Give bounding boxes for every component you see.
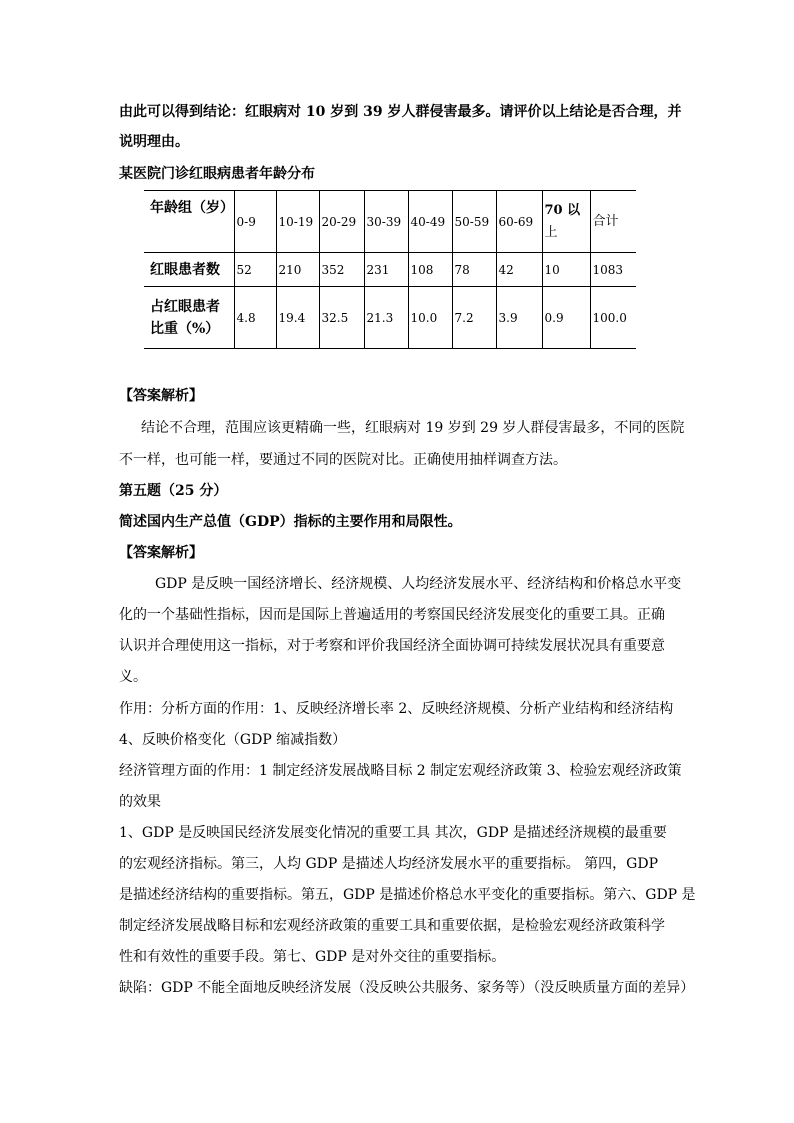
answer-text-line: 是描述经济结构的重要指标。第五，GDP 是描述价格总水平变化的重要指标。第六、GDP 是 [119, 887, 696, 903]
table-caption: 某医院门诊红眼病患者年龄分布 [119, 166, 315, 182]
age-group-cell: 40-49 [408, 191, 452, 253]
age-group-last-line2: 上 [544, 224, 558, 240]
answer-heading: 【答案解析】 [119, 545, 203, 561]
value-cell: 78 [452, 253, 496, 287]
value-cell: 100.0 [590, 287, 636, 349]
value-cell: 42 [496, 253, 542, 287]
question-text-line: 说明理由。 [119, 134, 189, 150]
age-group-cell: 20-29 [319, 191, 364, 253]
answer-text-line: 作用：分析方面的作用：1、反映经济增长率 2、反映经济规模、分析产业结构和经济结构 [119, 701, 674, 717]
age-group-cell: 0-9 [234, 191, 276, 253]
table-row [144, 287, 636, 349]
table-header-row [144, 191, 636, 253]
age-group-cell: 60-69 [496, 191, 542, 253]
answer-text-line: 的效果 [119, 794, 161, 810]
value-cell: 19.4 [276, 287, 319, 349]
value-cell: 1083 [590, 253, 636, 287]
value-cell: 21.3 [364, 287, 408, 349]
question-text-line: 由此可以得到结论：红眼病对 10 岁到 39 岁人群侵害最多。请评价以上结论是否合理，并 [119, 104, 682, 120]
value-cell: 32.5 [319, 287, 364, 349]
row-label-cell [144, 287, 234, 349]
answer-text-line: 4、反映价格变化（GDP 缩减指数） [119, 732, 347, 748]
answer-text-line: GDP 是反映一国经济增长、经济规模、人均经济发展水平、经济结构和价格总水平变 [155, 576, 682, 592]
value-cell: 10.0 [408, 287, 452, 349]
answer-text-line: 缺陷：GDP 不能全面地反映经济发展（没反映公共服务、家务等）（没反映质量方面的差异） [119, 980, 695, 996]
table-row [144, 253, 636, 287]
header-label-cell: 年龄组（岁） [144, 191, 234, 253]
value-cell: 0.9 [542, 287, 590, 349]
answer-text-line: 化的一个基础性指标，因而是国际上普遍适用的考察国民经济发展变化的重要工具。正确 [119, 607, 665, 623]
age-group-cell [542, 191, 590, 253]
answer-text-line: 义。 [119, 669, 147, 685]
answer-text-line: 不一样，也可能一样，要通过不同的医院对比。正确使用抽样调查方法。 [119, 452, 567, 468]
row-label-line2: 比重（%） [150, 320, 220, 337]
value-cell: 108 [408, 253, 452, 287]
value-cell: 52 [234, 253, 276, 287]
total-label-cell: 合计 [590, 191, 636, 253]
answer-text-line: 认识并合理使用这一指标，对于考察和评价我国经济全面协调可持续发展状况具有重要意 [119, 638, 665, 654]
age-group-cell: 30-39 [364, 191, 408, 253]
value-cell: 10 [542, 253, 590, 287]
value-cell: 210 [276, 253, 319, 287]
answer-heading: 【答案解析】 [119, 388, 203, 404]
value-cell: 7.2 [452, 287, 496, 349]
answer-text-line: 1、GDP 是反映国民经济发展变化情况的重要工具 其次，GDP 是描述经济规模的最重要 [119, 825, 667, 841]
value-cell: 3.9 [496, 287, 542, 349]
age-group-last-line1: 70 以 [544, 202, 581, 218]
age-distribution-table [144, 190, 636, 349]
answer-text-line: 性和有效性的重要手段。第七、GDP 是对外交往的重要指标。 [119, 949, 506, 965]
answer-text-line: 制定经济发展战略目标和宏观经济政策的重要工具和重要依据，是检验宏观经济政策科学 [119, 918, 665, 934]
row-label-cell: 红眼患者数 [144, 253, 234, 287]
value-cell: 231 [364, 253, 408, 287]
value-cell: 352 [319, 253, 364, 287]
value-cell: 4.8 [234, 287, 276, 349]
answer-text-line: 经济管理方面的作用：1 制定经济发展战略目标 2 制定宏观经济政策 3、检验宏观经济政策 [119, 763, 682, 779]
answer-text-line: 结论不合理，范围应该更精确一些，红眼病对 19 岁到 29 岁人群侵害最多，不同的医院 [141, 420, 685, 436]
question-title: 第五题（25 分） [119, 483, 228, 499]
answer-text-line: 的宏观经济指标。第三，人均 GDP 是描述人均经济发展水平的重要指标。 第四，GDP [119, 856, 659, 872]
question-prompt: 简述国内生产总值（GDP）指标的主要作用和局限性。 [119, 514, 462, 530]
row-label-line1: 占红眼患者 [150, 298, 220, 315]
age-group-cell: 50-59 [452, 191, 496, 253]
age-group-cell: 10-19 [276, 191, 319, 253]
